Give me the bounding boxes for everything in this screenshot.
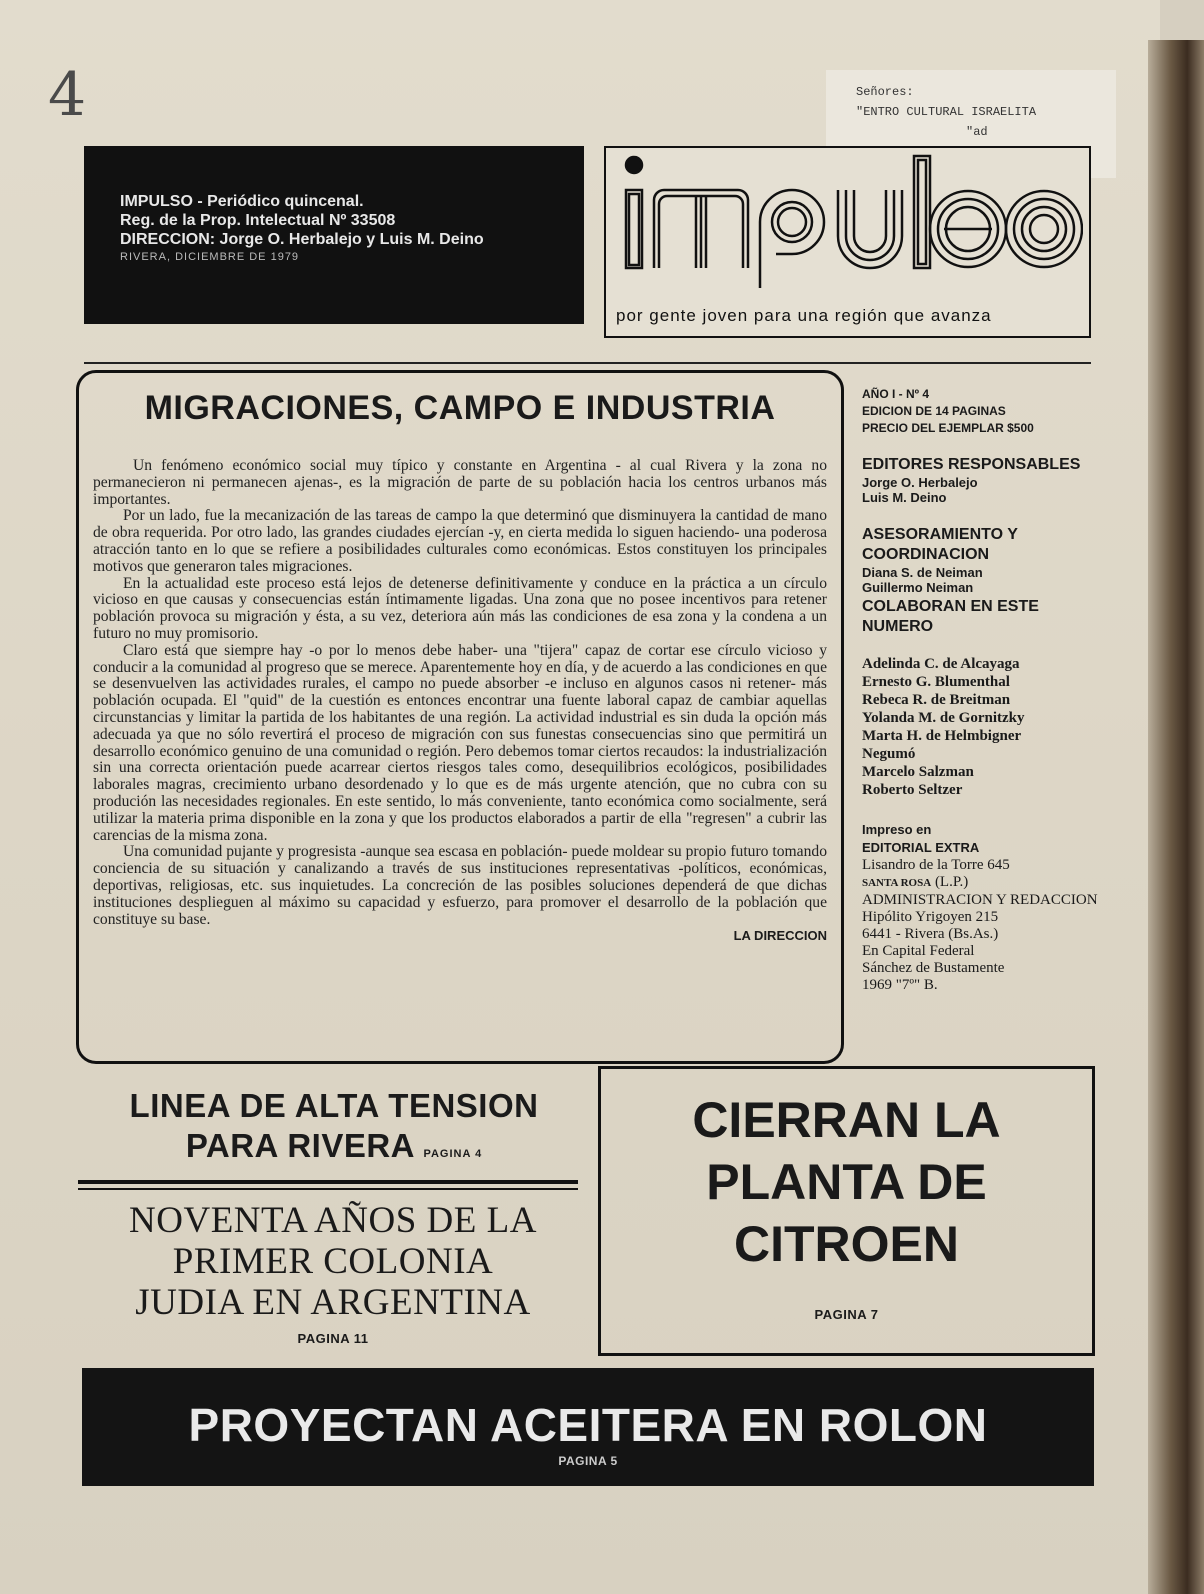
headline-citroen-title — [601, 1089, 1092, 1275]
header-divider — [84, 362, 1091, 364]
masthead-info-box — [84, 146, 584, 324]
admin-city: 6441 - Rivera (Bs.As.) — [862, 926, 999, 942]
capital-number: 1969 "7º" B. — [862, 977, 938, 993]
collaborator-name: Marcelo Salzman — [862, 764, 974, 780]
headline-noventa-line-2: PRIMER COLONIA — [172, 1241, 494, 1282]
headline-citroen-line-3: CITROEN — [734, 1216, 959, 1272]
admin-heading: ADMINISTRACION Y REDACCION — [862, 892, 1098, 908]
headline-linea-line-2: PARA RIVERA — [185, 1127, 414, 1164]
collaborator-name: Marta H. de Helmbigner — [862, 728, 1022, 744]
printer-city: SANTA ROSA — [862, 877, 932, 889]
editor-name: Jorge O. Herbalejo — [862, 475, 978, 490]
logo-slogan: por gente joven para una región que avanza — [616, 306, 992, 325]
headline-noventa-line-1: NOVENTA AÑOS DE LA — [129, 1200, 537, 1241]
printer-province: (L.P.) — [934, 874, 969, 890]
editors-heading: EDITORES RESPONSABLES — [862, 456, 1081, 473]
article-paragraph: Por un lado, fue la mecanización de las tareas de campo la que determinó que disminuyera la cantidad de mano de obra requerida. Por otro lado, las grandes ciudades ejercían -y, en cierta medida lo siguen haciendo- una poderosa atracción tanto en lo que se refiere a posibilidades culturales como económicas. Estos constituyen los principales motivos que generaron tales migraciones. — [93, 507, 827, 575]
advisory-heading: ASESORAMIENTO Y COORDINACION — [862, 526, 1018, 563]
collaborators-heading: COLABORAN EN ESTE NUMERO — [862, 598, 1039, 635]
printer-block — [862, 821, 1102, 994]
article-paragraph: Un fenómeno económico social muy típico y constante en Argentina - al cual Rivera y la zona no permanecieron ni permanecen ajenas-, es la migración de parte de su población hacia los centros urbanos más importantes. — [93, 457, 827, 508]
headline-linea-page: PAGINA 4 — [423, 1148, 483, 1160]
logo-box — [604, 146, 1091, 338]
headline-noventa-page: PAGINA 11 — [297, 1331, 369, 1346]
capital-address: Sánchez de Bustamente — [862, 960, 1005, 976]
stacked-pages-edge — [1148, 40, 1204, 1594]
printed-in-label: Impreso en — [862, 822, 932, 837]
collaborator-name: Roberto Seltzer — [862, 782, 963, 798]
headline-citroen-box — [598, 1066, 1095, 1356]
address-line-1: Señores: — [856, 85, 914, 99]
banner-headline: PROYECTAN ACEITERA EN ROLON — [188, 1399, 988, 1451]
article-title: MIGRACIONES, CAMPO E INDUSTRIA — [144, 389, 776, 427]
article-signature: LA DIRECCION — [733, 928, 827, 944]
headline-linea-alta-tension — [84, 1086, 584, 1174]
printer-location — [862, 874, 1102, 892]
collaborator-name: Adelinda C. de Alcayaga — [862, 656, 1020, 672]
credits-sidebar — [862, 386, 1102, 994]
article-paragraph: Una comunidad pujante y progresista -aunque sea escasa en población- puede moldear su propio futuro tomando conciencia de su situación y canalizando a través de sus instituciones representativas -políticos, económicas, deportivas, religiosas, etc. sus inquietudes. La concreción de las posibles soluciones dependerá de que dichas instituciones desplieguen al máximo su capacidad y esfuerzo, para promover el desarrollo de la población que constituye su base. — [93, 843, 827, 928]
headline-noventa-line-3: JUDIA EN ARGENTINA — [135, 1282, 531, 1323]
collaborator-name: Ernesto G. Blumenthal — [862, 674, 1010, 690]
collaborator-name: Yolanda M. de Gornitzky — [862, 710, 1025, 726]
handwritten-page-number: 4 — [48, 60, 87, 130]
impulso-logo — [616, 148, 1083, 288]
masthead-periodical: IMPULSO - Periódico quincenal. — [120, 193, 364, 210]
masthead-direction: DIRECCION: Jorge O. Herbalejo y Luis M. Deino — [120, 231, 484, 248]
collaborator-name: Rebeca R. de Breitman — [862, 692, 1011, 708]
advisor-name: Diana S. de Neiman — [862, 565, 983, 580]
issue-number: AÑO I - Nº 4 — [862, 387, 930, 401]
headline-linea-line-1: LINEA DE ALTA TENSION — [129, 1087, 539, 1124]
edition-pages: EDICION DE 14 PAGINAS — [862, 404, 1006, 418]
capital-label: En Capital Federal — [862, 943, 975, 959]
masthead-dateline: RIVERA, DICIEMBRE DE 1979 — [120, 251, 300, 263]
headline-citroen-line-1: CIERRAN LA — [692, 1092, 1001, 1148]
masthead-registration: Reg. de la Prop. Intelectual Nº 33508 — [120, 212, 396, 229]
printer-address: Lisandro de la Torre 645 — [862, 857, 1010, 873]
headline-citroen-page: PAGINA 7 — [814, 1307, 879, 1322]
collaborator-name: Negumó — [862, 746, 916, 762]
issue-price: PRECIO DEL EJEMPLAR $500 — [862, 421, 1034, 435]
headline-citroen-line-2: PLANTA DE — [706, 1154, 987, 1210]
advisor-name: Guillermo Neiman — [862, 580, 974, 595]
headline-linea-line-2-row — [84, 1126, 584, 1174]
printer-name: EDITORIAL EXTRA — [862, 840, 980, 855]
bottom-banner — [82, 1368, 1094, 1486]
banner-page: PAGINA 5 — [558, 1454, 618, 1468]
editorial-article — [76, 370, 844, 1064]
address-line-3: "ad — [966, 125, 988, 139]
headline-noventa-anos — [78, 1200, 588, 1349]
article-paragraph: En la actualidad este proceso está lejos de detenerse definitivamente y conduce en la práctica a un círculo vicioso en que causas y consecuencias están íntimamente ligadas. Una zona que no posee incentivos para retener población provoca su migración y ésta, a su vez, deteriora aún más las condiciones de esa zona y la condena a un futuro no muy promisorio. — [93, 574, 827, 642]
collaborators-list — [862, 655, 1102, 799]
article-paragraph: Claro está que siempre hay -o por lo menos debe haber- una "tijera" capaz de cortar ese círculo vicioso y conducir a la comunidad al progreso que se merece. Aparentemente hoy en día, y de acuerdo a las condiciones en que se desenvuelven las actividades rurales, el campo no puede absorber -e incluso en algunos casos ni retener- más población ocupada. El "quid" de la cuestión es entonces encontrar una fuente laboral capaz de cambiar aquellas circunstancias y limitar la partida de los habitantes de una región. La actividad industrial es sin duda la opción más adecuada ya que no sólo revertirá el proceso de migración con sus funestas consecuencias sino que permitirá un desarrollo económico genuino de una comunidad o región. Pero debemos tomar ciertos recaudos: la industrialización sin una correcta orientación puede acarrear ciertos riesgos tales como, desequilibrios ecológicos, posibilidades laborales magras, crecimiento urbano desordenado y lo que es de más urgente atención, que no cubra con su produción las necesidades regionales. En este sentido, lo más conveniente, tanto económica como socialmente, será utilizar la materia prima disponible en la zona y que los productos elaborados a partir de ella "regresen" a cubrir las carencias de la misma zona. — [93, 641, 827, 844]
double-rule-divider — [78, 1180, 578, 1190]
editor-name: Luis M. Deino — [862, 490, 947, 505]
article-body — [93, 458, 827, 928]
address-line-2: "ENTRO CULTURAL ISRAELITA — [856, 105, 1037, 119]
admin-address: Hipólito Yrigoyen 215 — [862, 909, 999, 925]
